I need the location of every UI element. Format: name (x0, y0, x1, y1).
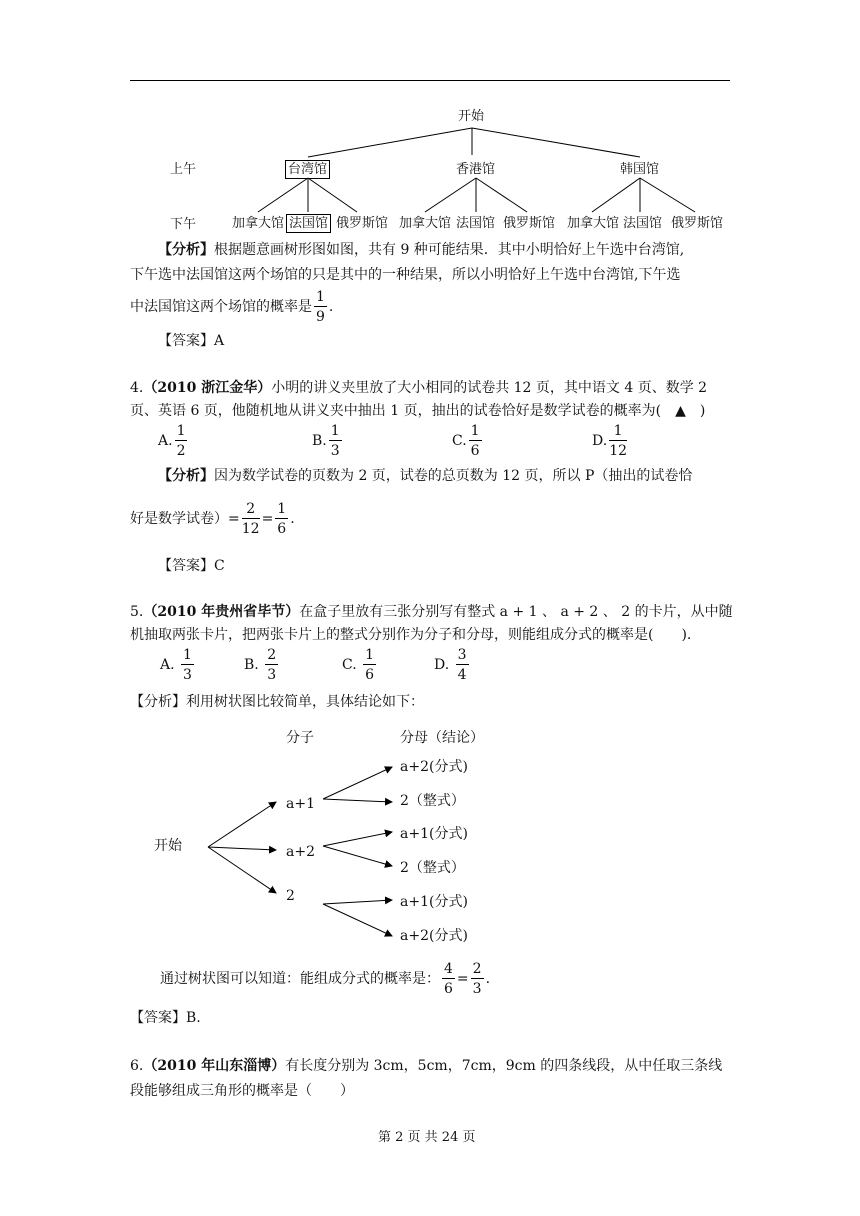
tree1-row-pm: 下午 (170, 217, 197, 232)
q4-stem-line2: 页、英语 6 页，他随机地从讲义夹中抽出 1 页，抽出的试卷恰好是数学试卷的概率为( ▲ ) (130, 403, 706, 419)
tree1-pm-france: 法国馆 (289, 216, 329, 231)
q4-stem-line1: 4.（2010 浙江金华）小明的讲义夹里放了大小相同的试卷共 12 页，其中语文 4 页、数学 2 (130, 380, 708, 396)
tree1-pm-russia: 俄罗斯馆 (671, 216, 724, 231)
q3-analysis-line1: 【分析】根据题意画树形图如图，共有 9 种可能结果．其中小明恰好上午选中台湾馆, (158, 242, 685, 258)
q3-answer: 【答案】A (158, 333, 225, 349)
tree1-pm-russia: 俄罗斯馆 (503, 216, 556, 231)
q6-stem-line1: 6.（2010 年山东淄博）有长度分别为 3cm，5cm，7cm，9cm 的四条线段，从中任取三条线 (130, 1058, 723, 1074)
q5-stem-line2: 机抽取两张卡片，把两张卡片上的整式分别作为分子和分母，则能组成分式的概率是( ). (130, 627, 692, 643)
tree1-root: 开始 (458, 109, 485, 124)
q3-fraction: $\frac{1}{9}$ (316, 289, 325, 325)
q3-analysis-line3: 中法国馆这两个场馆的概率是 $\frac{1}{9}$ . (130, 289, 334, 325)
q4-analysis-line2: 好是数学试卷）= $\frac{2}{12}$ = $\frac{1}{6}$ . (130, 501, 295, 537)
q5-option-d: D. $\frac{3}{4}$ (434, 647, 467, 683)
tree1-pm-france: 法国馆 (623, 216, 663, 231)
q5-conclusion: 通过树状图可以知道：能组成分式的概率是： $\frac{4}{6}$ = $\frac{2}{3}$ . (160, 961, 491, 997)
tree2-head-numerator: 分子 (286, 730, 314, 746)
tree1-pm-russia: 俄罗斯馆 (336, 216, 389, 231)
q4-option-d: D. $\frac{1}{12}$ (592, 423, 628, 459)
q3-analysis-line2: 下午选中法国馆这两个场馆的只是其中的一种结果，所以小明恰好上午选中台湾馆,下午选 (130, 267, 681, 283)
tree2-root: 开始 (154, 838, 182, 854)
q5-analysis: 【分析】利用树状图比较简单，具体结论如下： (130, 694, 424, 710)
tree2-level2-5: a+1(分式) (400, 894, 468, 910)
q4-option-a: A. $\frac{1}{2}$ (158, 423, 186, 459)
q4-analysis-line1: 【分析】因为数学试卷的页数为 2 页，试卷的总页数为 12 页，所以 P（抽出的试卷恰 (158, 468, 693, 484)
tree2-head-denominator: 分母（结论） (400, 730, 484, 746)
tree1-am-korea: 韩国馆 (620, 162, 660, 177)
tree2-level2-6: a+2(分式) (400, 928, 468, 944)
q5-option-c: C. $\frac{1}{6}$ (342, 647, 375, 683)
q5-answer: 【答案】B. (130, 1010, 201, 1026)
tree1-pm-canada: 加拿大馆 (567, 216, 620, 231)
tree2-level1-a2: a+2 (286, 844, 315, 860)
tree1-row-am: 上午 (170, 162, 197, 177)
tree1-pm-canada: 加拿大馆 (399, 216, 452, 231)
q5-stem-line1: 5.（2010 年贵州省毕节）在盒子里放有三张分别写有整式 a + 1 、 a + 2 、 2 的卡片，从中随 (130, 604, 733, 620)
tree1-am-taiwan: 台湾馆 (288, 162, 328, 177)
q5-option-a: A. $\frac{1}{3}$ (160, 647, 192, 683)
tree1-am-hongkong: 香港馆 (456, 162, 496, 177)
page-footer: 第 2 页 共 24 页 (378, 1130, 476, 1145)
tree2-level2-3: a+1(分式) (400, 826, 468, 842)
tree2-level1-a1: a+1 (286, 796, 315, 812)
tree2-level2-4: 2（整式） (400, 860, 465, 876)
q5-option-b: B. $\frac{2}{3}$ (244, 647, 277, 683)
q4-answer: 【答案】C (158, 558, 225, 574)
q4-option-c: C. $\frac{1}{6}$ (452, 423, 480, 459)
tree2-level2-1: a+2(分式) (400, 759, 468, 775)
tree2-level1-2: 2 (286, 888, 295, 904)
tree1-pm-canada: 加拿大馆 (232, 216, 285, 231)
q4-option-b: B. $\frac{1}{3}$ (312, 423, 340, 459)
tree1-pm-france: 法国馆 (456, 216, 496, 231)
tree2-level2-2: 2（整式） (400, 793, 465, 809)
q6-stem-line2: 段能够组成三角形的概率是（ ） (130, 1083, 354, 1099)
